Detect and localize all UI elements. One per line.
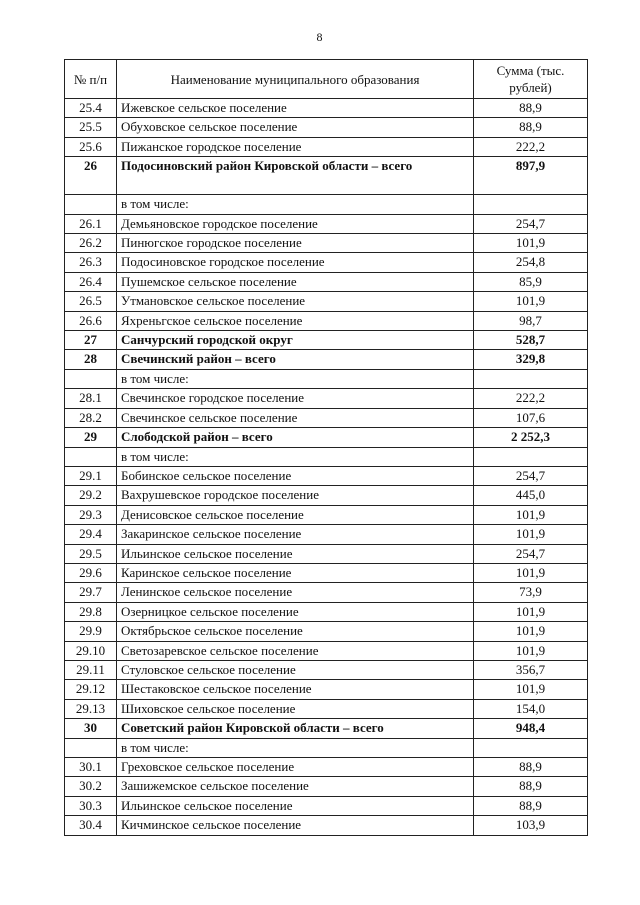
cell-name: Слободской район – всего [117, 428, 474, 447]
cell-name: Пижанское городское поселение [117, 137, 474, 156]
cell-sum: 254,7 [474, 544, 588, 563]
cell-number: 28.1 [65, 389, 117, 408]
cell-number: 26.1 [65, 214, 117, 233]
cell-name: Демьяновское городское поселение [117, 214, 474, 233]
cell-sum: 356,7 [474, 660, 588, 679]
table-row-total [65, 719, 588, 738]
cell-name: в том числе: [117, 195, 474, 214]
table-row [65, 660, 588, 679]
cell-name: Санчурский городской округ [117, 331, 474, 350]
table-row-total [65, 331, 588, 350]
table-row [65, 699, 588, 718]
page-number: 8 [316, 30, 324, 44]
cell-sum: 329,8 [474, 350, 588, 369]
cell-sum: 101,9 [474, 680, 588, 699]
cell-name: Яхреньгское сельское поселение [117, 311, 474, 330]
cell-sum: 98,7 [474, 311, 588, 330]
cell-sum: 101,9 [474, 622, 588, 641]
cell-number: 28 [65, 350, 117, 369]
cell-number: 29.3 [65, 505, 117, 524]
cell-name: Ижевское сельское поселение [117, 99, 474, 118]
cell-sum: 88,9 [474, 118, 588, 137]
cell-number [65, 195, 117, 214]
cell-name: Ленинское сельское поселение [117, 583, 474, 602]
table-row [65, 816, 588, 835]
cell-name: Октябрьское сельское поселение [117, 622, 474, 641]
table-row [65, 272, 588, 291]
table-row [65, 738, 588, 757]
cell-sum: 222,2 [474, 137, 588, 156]
cell-name: Подосиновский район Кировской области – всего [117, 157, 474, 195]
cell-number: 29.11 [65, 660, 117, 679]
cell-sum [474, 195, 588, 214]
table-row [65, 563, 588, 582]
table-row [65, 486, 588, 505]
cell-sum: 2 252,3 [474, 428, 588, 447]
cell-number: 29.9 [65, 622, 117, 641]
table-row [65, 680, 588, 699]
cell-number: 29.4 [65, 525, 117, 544]
header-name: Наименование муниципального образования [117, 60, 474, 99]
table-row [65, 622, 588, 641]
cell-name: Советский район Кировской области – всего [117, 719, 474, 738]
cell-number: 25.4 [65, 99, 117, 118]
cell-number: 30.2 [65, 777, 117, 796]
cell-name: Денисовское сельское поселение [117, 505, 474, 524]
cell-sum: 101,9 [474, 602, 588, 621]
cell-name: Греховское сельское поселение [117, 758, 474, 777]
cell-name: Свечинский район – всего [117, 350, 474, 369]
cell-number: 30.1 [65, 758, 117, 777]
table-row [65, 505, 588, 524]
table-row-total [65, 428, 588, 447]
table-row [65, 408, 588, 427]
table-row [65, 253, 588, 272]
table-row [65, 311, 588, 330]
cell-name: Бобинское сельское поселение [117, 466, 474, 485]
table-row-total [65, 157, 588, 195]
cell-number: 30 [65, 719, 117, 738]
cell-name: Светозаревское сельское поселение [117, 641, 474, 660]
cell-sum: 222,2 [474, 389, 588, 408]
table-header-row [65, 60, 588, 99]
cell-name: Вахрушевское городское поселение [117, 486, 474, 505]
header-number: № п/п [65, 60, 117, 99]
cell-number: 26.4 [65, 272, 117, 291]
table-row [65, 369, 588, 388]
cell-name: Ильинское сельское поселение [117, 796, 474, 815]
cell-sum: 101,9 [474, 234, 588, 253]
cell-number: 29.1 [65, 466, 117, 485]
table-row [65, 234, 588, 253]
cell-name: Свечинское городское поселение [117, 389, 474, 408]
cell-sum: 101,9 [474, 292, 588, 311]
table-row [65, 389, 588, 408]
cell-name: Шестаковское сельское поселение [117, 680, 474, 699]
cell-name: Свечинское сельское поселение [117, 408, 474, 427]
table-row [65, 583, 588, 602]
cell-name: Стуловское сельское поселение [117, 660, 474, 679]
cell-sum: 85,9 [474, 272, 588, 291]
cell-number: 30.3 [65, 796, 117, 815]
table-row [65, 525, 588, 544]
cell-sum: 88,9 [474, 758, 588, 777]
cell-number [65, 738, 117, 757]
cell-sum [474, 738, 588, 757]
cell-sum: 88,9 [474, 796, 588, 815]
cell-name: Кичминское сельское поселение [117, 816, 474, 835]
cell-sum: 101,9 [474, 525, 588, 544]
table-row [65, 466, 588, 485]
table-row [65, 641, 588, 660]
cell-sum: 88,9 [474, 99, 588, 118]
cell-name: Пушемское сельское поселение [117, 272, 474, 291]
cell-number: 29.8 [65, 602, 117, 621]
cell-sum: 254,7 [474, 214, 588, 233]
cell-name: Каринское сельское поселение [117, 563, 474, 582]
cell-name: Шиховское сельское поселение [117, 699, 474, 718]
cell-number: 29.12 [65, 680, 117, 699]
cell-number: 27 [65, 331, 117, 350]
header-sum: Сумма (тыс. рублей) [474, 60, 588, 99]
allocation-table [64, 59, 588, 836]
cell-name: Зашижемское сельское поселение [117, 777, 474, 796]
cell-name: Обуховское сельское поселение [117, 118, 474, 137]
cell-sum: 101,9 [474, 505, 588, 524]
cell-number: 29.13 [65, 699, 117, 718]
cell-sum [474, 447, 588, 466]
cell-name: в том числе: [117, 738, 474, 757]
cell-number [65, 447, 117, 466]
cell-sum: 445,0 [474, 486, 588, 505]
table-row-total [65, 350, 588, 369]
cell-sum: 154,0 [474, 699, 588, 718]
cell-sum [474, 369, 588, 388]
table-row [65, 214, 588, 233]
cell-name: в том числе: [117, 447, 474, 466]
table-row [65, 544, 588, 563]
cell-number: 29.5 [65, 544, 117, 563]
cell-number: 29 [65, 428, 117, 447]
cell-sum: 101,9 [474, 563, 588, 582]
cell-number: 29.2 [65, 486, 117, 505]
table-row [65, 602, 588, 621]
table-row [65, 796, 588, 815]
table-row [65, 137, 588, 156]
cell-sum: 254,7 [474, 466, 588, 485]
cell-sum: 88,9 [474, 777, 588, 796]
cell-number: 26.2 [65, 234, 117, 253]
cell-number: 29.7 [65, 583, 117, 602]
cell-number: 26 [65, 157, 117, 195]
table-row [65, 777, 588, 796]
cell-sum: 254,8 [474, 253, 588, 272]
cell-number: 28.2 [65, 408, 117, 427]
cell-number [65, 369, 117, 388]
table-row [65, 195, 588, 214]
cell-sum: 948,4 [474, 719, 588, 738]
cell-name: Озерницкое сельское поселение [117, 602, 474, 621]
cell-number: 26.6 [65, 311, 117, 330]
cell-sum: 107,6 [474, 408, 588, 427]
table-row [65, 758, 588, 777]
cell-name: Подосиновское городское поселение [117, 253, 474, 272]
cell-name: Утмановское сельское поселение [117, 292, 474, 311]
cell-number: 26.5 [65, 292, 117, 311]
cell-number: 25.6 [65, 137, 117, 156]
cell-name: Ильинское сельское поселение [117, 544, 474, 563]
cell-number: 29.6 [65, 563, 117, 582]
cell-sum: 897,9 [474, 157, 588, 195]
cell-sum: 73,9 [474, 583, 588, 602]
cell-name: Закаринское сельское поселение [117, 525, 474, 544]
cell-name: в том числе: [117, 369, 474, 388]
cell-name: Пинюгское городское поселение [117, 234, 474, 253]
table-row [65, 99, 588, 118]
cell-sum: 101,9 [474, 641, 588, 660]
table-row [65, 118, 588, 137]
cell-number: 29.10 [65, 641, 117, 660]
cell-number: 26.3 [65, 253, 117, 272]
cell-number: 25.5 [65, 118, 117, 137]
cell-sum: 528,7 [474, 331, 588, 350]
cell-number: 30.4 [65, 816, 117, 835]
table-row [65, 292, 588, 311]
table-row [65, 447, 588, 466]
cell-sum: 103,9 [474, 816, 588, 835]
